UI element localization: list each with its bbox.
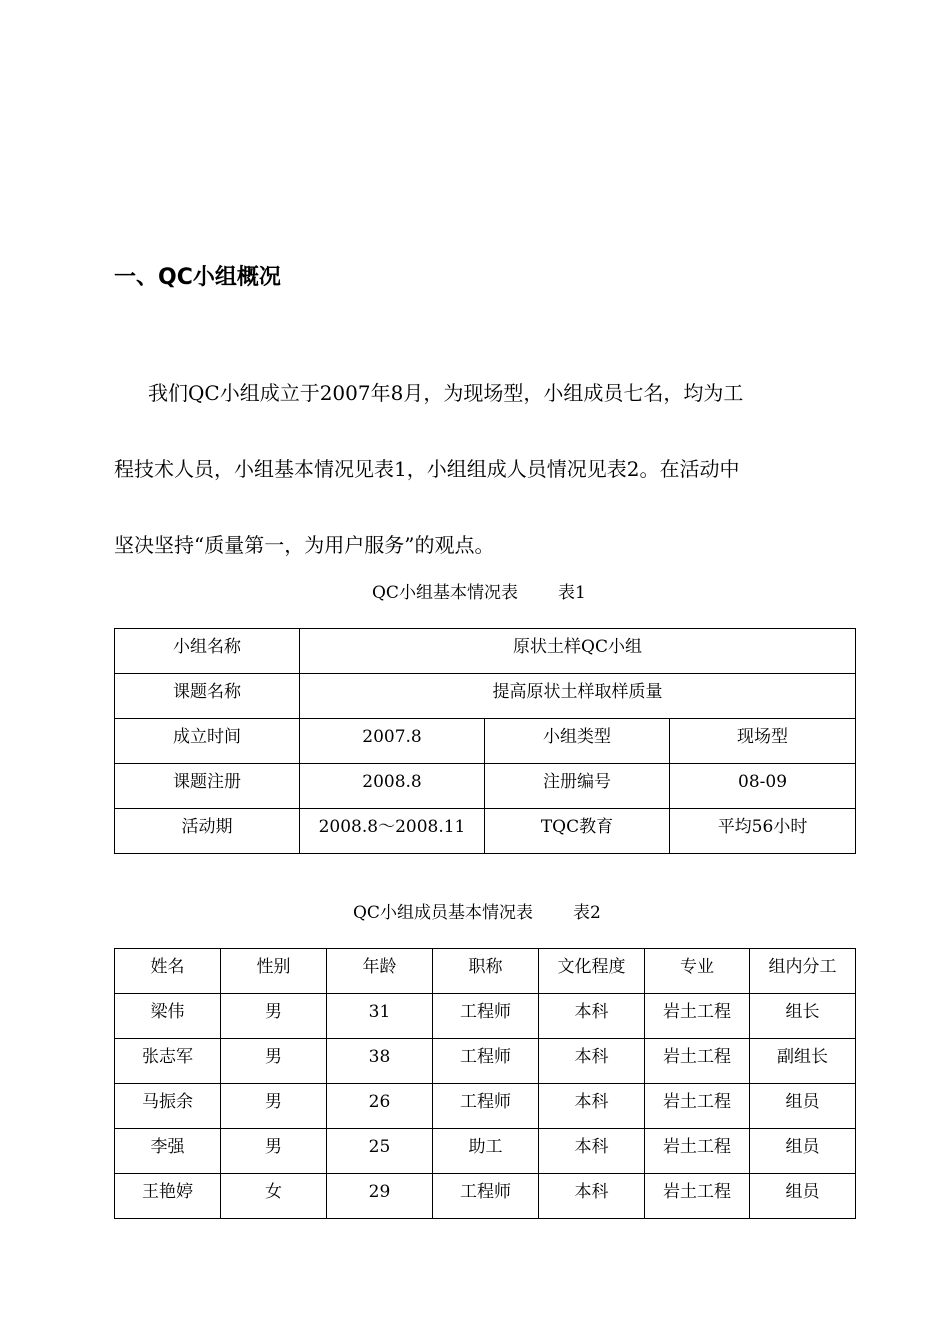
table-cell: 提高原状土样取样质量 bbox=[300, 674, 856, 719]
table-cell: 平均56小时 bbox=[670, 809, 856, 854]
table-cell: 活动期 bbox=[115, 809, 300, 854]
table-cell: 小组类型 bbox=[485, 719, 670, 764]
table-cell: 男 bbox=[221, 994, 327, 1039]
table-cell: 本科 bbox=[539, 1174, 645, 1219]
table-header-row bbox=[115, 949, 856, 994]
table-cell: 男 bbox=[221, 1084, 327, 1129]
table-cell: 注册编号 bbox=[485, 764, 670, 809]
table1-caption-number: 表1 bbox=[557, 583, 586, 603]
paragraph-line-3: 坚决坚持“质量第一，为用户服务”的观点。 bbox=[114, 533, 495, 557]
table-cell: 本科 bbox=[539, 1129, 645, 1174]
group-info-table bbox=[114, 628, 856, 854]
section-heading: 一、QC小组概况 bbox=[114, 265, 281, 290]
table-cell: 女 bbox=[221, 1174, 327, 1219]
table-cell: 张志军 bbox=[115, 1039, 221, 1084]
column-header: 年龄 bbox=[327, 949, 433, 994]
table-cell: 梁伟 bbox=[115, 994, 221, 1039]
table-cell: 岩土工程 bbox=[645, 994, 750, 1039]
table-cell: 岩土工程 bbox=[645, 1039, 750, 1084]
column-header: 职称 bbox=[433, 949, 539, 994]
table-cell: 本科 bbox=[539, 1039, 645, 1084]
table-cell: 成立时间 bbox=[115, 719, 300, 764]
table-cell: 本科 bbox=[539, 994, 645, 1039]
table-cell: 工程师 bbox=[433, 1039, 539, 1084]
table-cell: 李强 bbox=[115, 1129, 221, 1174]
paragraph-line-2: 程技术人员，小组基本情况见表1，小组组成人员情况见表2。在活动中 bbox=[114, 457, 740, 481]
table-row bbox=[115, 764, 856, 809]
column-header: 专业 bbox=[645, 949, 750, 994]
paragraph-line-1: 我们QC小组成立于2007年8月，为现场型，小组成员七名，均为工 bbox=[148, 381, 744, 405]
table-cell: 2008.8～2008.11 bbox=[300, 809, 485, 854]
table-row bbox=[115, 719, 856, 764]
table-cell: 工程师 bbox=[433, 1084, 539, 1129]
table-cell: 男 bbox=[221, 1129, 327, 1174]
column-header: 姓名 bbox=[115, 949, 221, 994]
table-row bbox=[115, 674, 856, 719]
table-cell: 本科 bbox=[539, 1084, 645, 1129]
table-cell: 课题注册 bbox=[115, 764, 300, 809]
table-cell: 26 bbox=[327, 1084, 433, 1129]
table-cell: 男 bbox=[221, 1039, 327, 1084]
table-cell: 2008.8 bbox=[300, 764, 485, 809]
table2-caption-title: QC小组成员基本情况表 bbox=[353, 903, 533, 923]
table-row bbox=[115, 1039, 856, 1084]
table-cell: 组员 bbox=[750, 1129, 856, 1174]
table-cell: 岩土工程 bbox=[645, 1129, 750, 1174]
table2-caption bbox=[353, 901, 601, 925]
table-row bbox=[115, 809, 856, 854]
column-header: 组内分工 bbox=[750, 949, 856, 994]
table-cell: 组员 bbox=[750, 1084, 856, 1129]
table-cell: 小组名称 bbox=[115, 629, 300, 674]
column-header: 文化程度 bbox=[539, 949, 645, 994]
table2-caption-number: 表2 bbox=[572, 903, 601, 923]
table-cell: TQC教育 bbox=[485, 809, 670, 854]
table-cell: 岩土工程 bbox=[645, 1084, 750, 1129]
table-cell: 31 bbox=[327, 994, 433, 1039]
table-cell: 原状土样QC小组 bbox=[300, 629, 856, 674]
table1-caption-title: QC小组基本情况表 bbox=[372, 583, 518, 603]
table-row bbox=[115, 994, 856, 1039]
table-cell: 王艳婷 bbox=[115, 1174, 221, 1219]
table1-caption bbox=[372, 581, 586, 605]
table-cell: 岩土工程 bbox=[645, 1174, 750, 1219]
table-cell: 38 bbox=[327, 1039, 433, 1084]
table-row bbox=[115, 1174, 856, 1219]
table-cell: 副组长 bbox=[750, 1039, 856, 1084]
table-cell: 组员 bbox=[750, 1174, 856, 1219]
table-cell: 25 bbox=[327, 1129, 433, 1174]
table-cell: 组长 bbox=[750, 994, 856, 1039]
table-cell: 马振余 bbox=[115, 1084, 221, 1129]
table-cell: 工程师 bbox=[433, 994, 539, 1039]
table-row bbox=[115, 1084, 856, 1129]
table-cell: 08-09 bbox=[670, 764, 856, 809]
table-row bbox=[115, 629, 856, 674]
table-cell: 现场型 bbox=[670, 719, 856, 764]
member-info-table bbox=[114, 948, 856, 1219]
table-cell: 课题名称 bbox=[115, 674, 300, 719]
column-header: 性别 bbox=[221, 949, 327, 994]
table-cell: 助工 bbox=[433, 1129, 539, 1174]
table-cell: 工程师 bbox=[433, 1174, 539, 1219]
table-cell: 2007.8 bbox=[300, 719, 485, 764]
table-cell: 29 bbox=[327, 1174, 433, 1219]
table-row bbox=[115, 1129, 856, 1174]
